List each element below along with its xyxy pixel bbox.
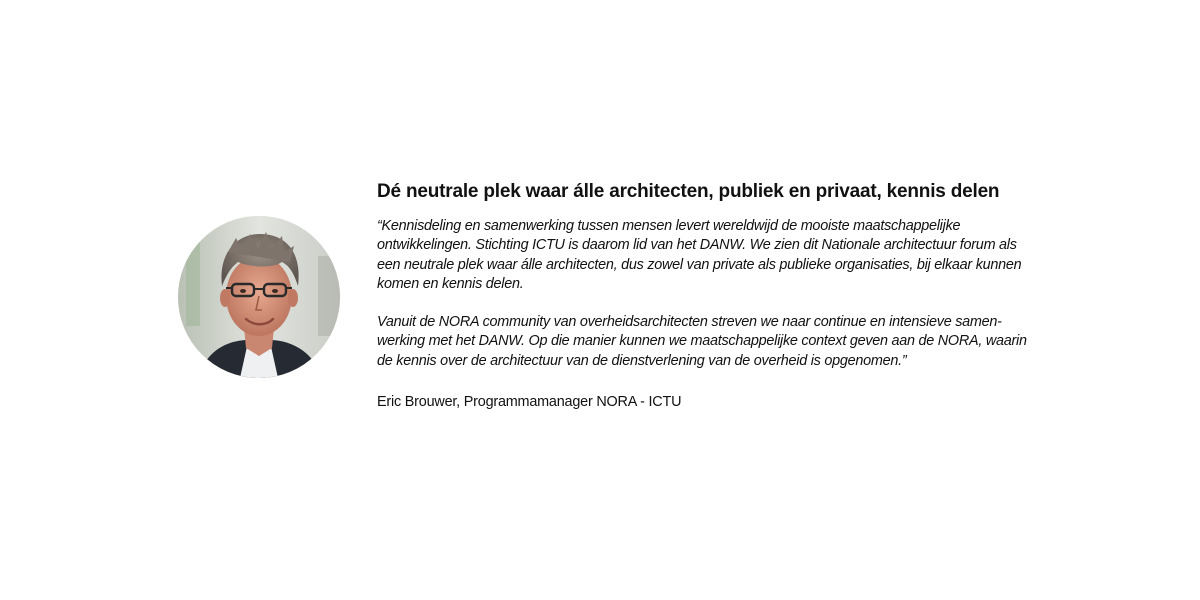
quote-line: “Kennisdeling en samenwerking tussen mensen levert wereldwijd de mooiste maatschappelijke <box>377 218 961 234</box>
quote-line: een neutrale plek waar álle architecten, dus zowel van private als publieke organisaties, bij elkaar kunnen <box>377 256 1022 273</box>
quote-line: ontwikkelingen. Stichting ICTU is daarom lid van het DANW. We zien dit Nationale architectuur forum als <box>377 237 1017 254</box>
quote-line: Vanuit de NORA community van overheidsarchitecten streven we naar continue en intensieve samen- <box>377 314 1002 331</box>
paragraph-spacer <box>377 294 1049 313</box>
quote-line: komen en kennis delen. <box>377 275 524 292</box>
testimonial-block <box>377 180 1049 412</box>
quote-line: de kennis over de architectuur van de dienstverlening van de overheid is opgenomen.” <box>377 352 907 369</box>
testimonial-signature: Eric Brouwer, Programmamanager NORA - ICTU <box>377 394 682 411</box>
testimonial-heading: Dé neutrale plek waar álle architecten, publiek en privaat, kennis delen <box>377 181 1000 202</box>
speaker-portrait-image <box>178 216 340 378</box>
testimonial-quote <box>377 217 1049 371</box>
quote-line: werking met het DANW. Op die manier kunnen we maatschappelijke context geven aan de NORA, waarin <box>377 333 1027 350</box>
speaker-photo <box>178 216 340 378</box>
